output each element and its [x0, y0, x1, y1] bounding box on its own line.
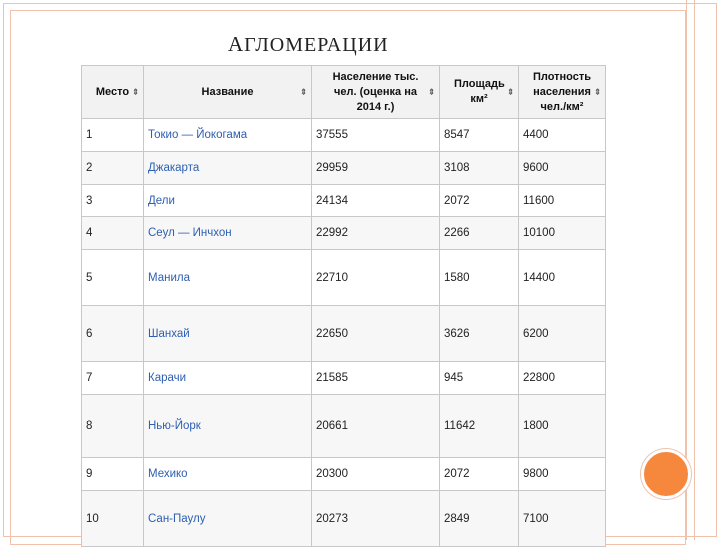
- cell-density: 14400: [519, 250, 606, 306]
- table-row: [82, 217, 606, 250]
- column-header-label: Название: [201, 85, 254, 98]
- slide-title: [228, 32, 389, 57]
- cell-rank: 4: [82, 217, 144, 250]
- column-header-name[interactable]: [144, 66, 312, 119]
- column-header-label: Место: [95, 85, 130, 98]
- sort-arrows-icon[interactable]: ⇕: [428, 87, 435, 97]
- cell-area: 3108: [440, 152, 519, 185]
- cell-density: 9800: [519, 458, 606, 491]
- cell-rank: 6: [82, 306, 144, 362]
- column-header-label: Площадь км²: [454, 78, 505, 105]
- cell-area: 2849: [440, 491, 519, 547]
- cell-rank: 7: [82, 362, 144, 395]
- cell-area: 1580: [440, 250, 519, 306]
- cell-density: 10100: [519, 217, 606, 250]
- column-header-label: Плотность населения чел./км²: [532, 70, 592, 113]
- sort-arrows-icon[interactable]: ⇕: [507, 87, 514, 97]
- slide-title-cap: А: [228, 32, 245, 56]
- cell-rank: 8: [82, 395, 144, 458]
- cell-rank: 1: [82, 119, 144, 152]
- cell-city-link[interactable]: Дели: [144, 185, 312, 217]
- sort-arrows-icon[interactable]: ⇕: [300, 87, 307, 97]
- cell-city-link[interactable]: Шанхай: [144, 306, 312, 362]
- column-header-population[interactable]: [312, 66, 440, 119]
- cell-area: 8547: [440, 119, 519, 152]
- table-row: [82, 152, 606, 185]
- cell-density: 6200: [519, 306, 606, 362]
- cell-city-link[interactable]: Джакарта: [144, 152, 312, 185]
- cell-population: 24134: [312, 185, 440, 217]
- decorative-circle: [641, 449, 691, 499]
- cell-rank: 9: [82, 458, 144, 491]
- cell-area: 2266: [440, 217, 519, 250]
- column-header-area[interactable]: [440, 66, 519, 119]
- table-row: [82, 395, 606, 458]
- cell-city-link[interactable]: Манила: [144, 250, 312, 306]
- cell-city-link[interactable]: Карачи: [144, 362, 312, 395]
- cell-population: 20300: [312, 458, 440, 491]
- table-row: [82, 250, 606, 306]
- cell-population: 21585: [312, 362, 440, 395]
- cell-population: 20273: [312, 491, 440, 547]
- cell-city-link[interactable]: Мехико: [144, 458, 312, 491]
- agglomerations-table: [81, 65, 606, 547]
- sort-arrows-icon[interactable]: ⇕: [594, 87, 601, 97]
- column-header-rank[interactable]: [82, 66, 144, 119]
- cell-city-link[interactable]: Нью-Йорк: [144, 395, 312, 458]
- table-row: [82, 458, 606, 491]
- cell-rank: 10: [82, 491, 144, 547]
- table-row: [82, 119, 606, 152]
- cell-city-link[interactable]: Сан-Паулу: [144, 491, 312, 547]
- cell-city-link[interactable]: Токио — Йокогама: [144, 119, 312, 152]
- table-row: [82, 185, 606, 217]
- cell-rank: 3: [82, 185, 144, 217]
- cell-density: 22800: [519, 362, 606, 395]
- table-row: [82, 306, 606, 362]
- cell-city-link[interactable]: Сеул — Инчхон: [144, 217, 312, 250]
- cell-density: 11600: [519, 185, 606, 217]
- sort-arrows-icon[interactable]: ⇕: [132, 87, 139, 97]
- table-header-row: [82, 66, 606, 119]
- cell-population: 22650: [312, 306, 440, 362]
- cell-population: 29959: [312, 152, 440, 185]
- cell-population: 22710: [312, 250, 440, 306]
- cell-rank: 5: [82, 250, 144, 306]
- cell-population: 20661: [312, 395, 440, 458]
- cell-area: 2072: [440, 458, 519, 491]
- cell-population: 37555: [312, 119, 440, 152]
- cell-area: 945: [440, 362, 519, 395]
- cell-rank: 2: [82, 152, 144, 185]
- column-header-label: Население тыс. чел. (оценка на 2014 г.): [332, 70, 419, 113]
- cell-density: 1800: [519, 395, 606, 458]
- cell-area: 2072: [440, 185, 519, 217]
- cell-population: 22992: [312, 217, 440, 250]
- cell-density: 7100: [519, 491, 606, 547]
- slide-rule-2: [694, 0, 695, 540]
- column-header-density[interactable]: [519, 66, 606, 119]
- cell-area: 3626: [440, 306, 519, 362]
- cell-density: 4400: [519, 119, 606, 152]
- table-row: [82, 491, 606, 547]
- slide-title-rest: ГЛОМЕРАЦИИ: [244, 34, 389, 56]
- cell-area: 11642: [440, 395, 519, 458]
- table-row: [82, 362, 606, 395]
- cell-density: 9600: [519, 152, 606, 185]
